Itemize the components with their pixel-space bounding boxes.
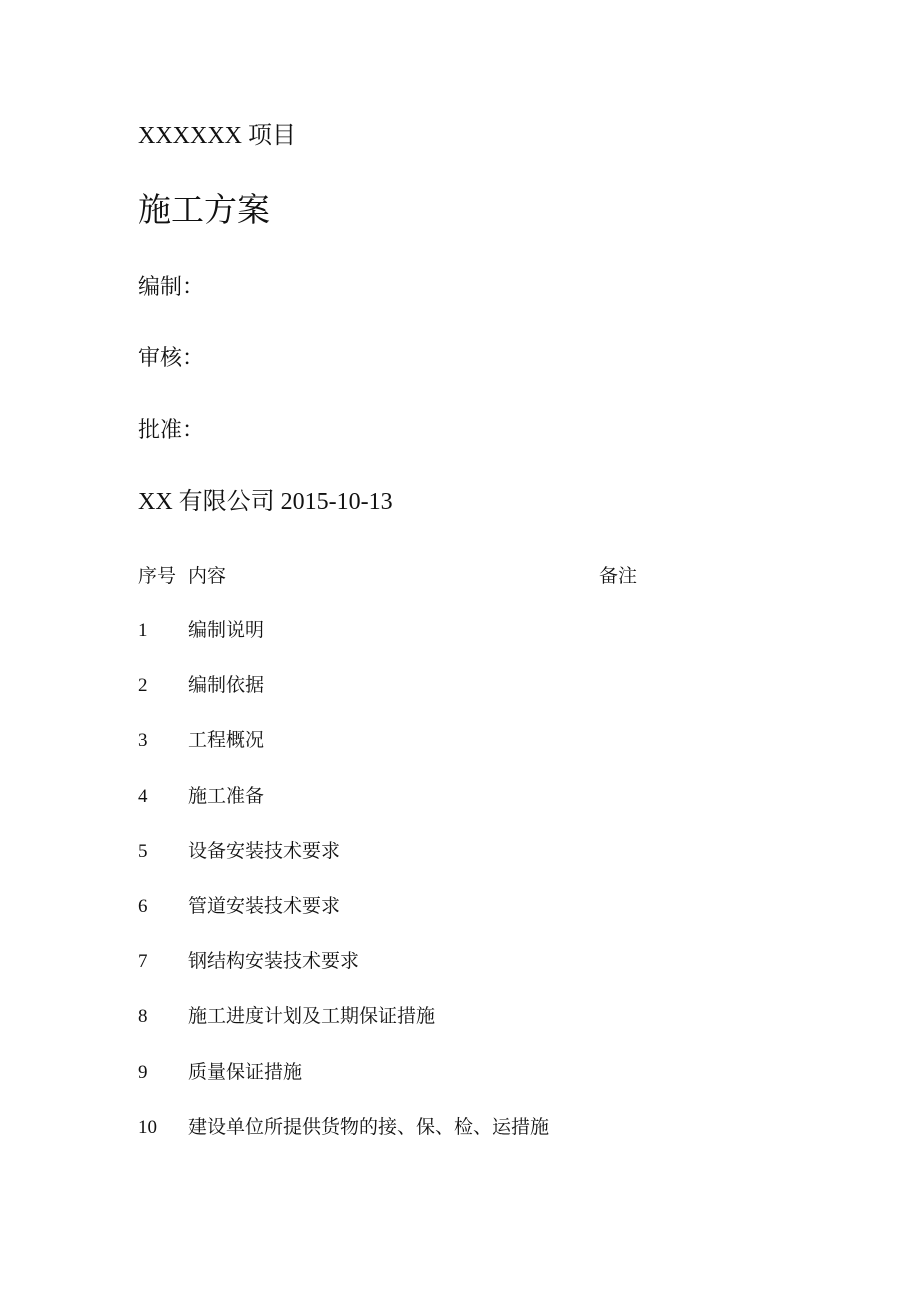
toc-item: [138, 1062, 738, 1117]
reviewed-by-label: 审核：: [138, 345, 205, 370]
toc-item-number: 8: [138, 1006, 148, 1028]
toc-item: [138, 841, 738, 896]
toc-item-text: 建设单位所提供货物的接、保、检、运措施: [188, 1116, 550, 1138]
toc-item-text: 设备安装技术要求: [188, 840, 341, 862]
compiled-by-label: 编制：: [138, 274, 205, 299]
project-title: XXXXXX 项目: [138, 123, 296, 149]
toc-list: [138, 620, 738, 1172]
toc-item-text: 编制依据: [188, 675, 265, 697]
toc-item-number: 7: [138, 951, 148, 973]
toc-item-number: 2: [138, 675, 148, 697]
toc-item-text: 施工准备: [188, 785, 265, 807]
toc-item: [138, 1117, 738, 1172]
toc-item-number: 9: [138, 1061, 148, 1083]
toc-item-number: 6: [138, 895, 148, 917]
toc-item-text: 编制说明: [188, 620, 265, 641]
toc-item-text: 质量保证措施: [188, 1061, 303, 1083]
toc-item-number: 4: [138, 785, 148, 807]
toc-item: [138, 620, 738, 675]
toc-item-text: 管道安装技术要求: [188, 895, 341, 917]
toc-item: [138, 896, 738, 951]
toc-header-content: 内容: [188, 566, 227, 587]
toc-item-number: 3: [138, 730, 148, 752]
document-title: 施工方案: [138, 193, 270, 229]
toc-item-text: 工程概况: [188, 730, 265, 752]
toc-item: [138, 786, 738, 841]
toc-item: [138, 730, 738, 785]
toc-header: [138, 566, 658, 588]
toc-item-text: 钢结构安装技术要求: [188, 951, 360, 973]
toc-item-number: 5: [138, 840, 148, 862]
approved-by-label: 批准：: [138, 417, 205, 442]
company-date-line: XX 有限公司 2015-10-13: [138, 489, 393, 515]
toc-item-number: 1: [138, 620, 148, 641]
toc-item: [138, 951, 738, 1006]
toc-item: [138, 675, 738, 730]
toc-header-no: 序号: [138, 566, 177, 587]
toc-item-number: 10: [138, 1116, 157, 1138]
toc-header-remark: 备注: [599, 566, 638, 587]
toc-item: [138, 1006, 738, 1061]
toc-item-text: 施工进度计划及工期保证措施: [188, 1006, 436, 1028]
